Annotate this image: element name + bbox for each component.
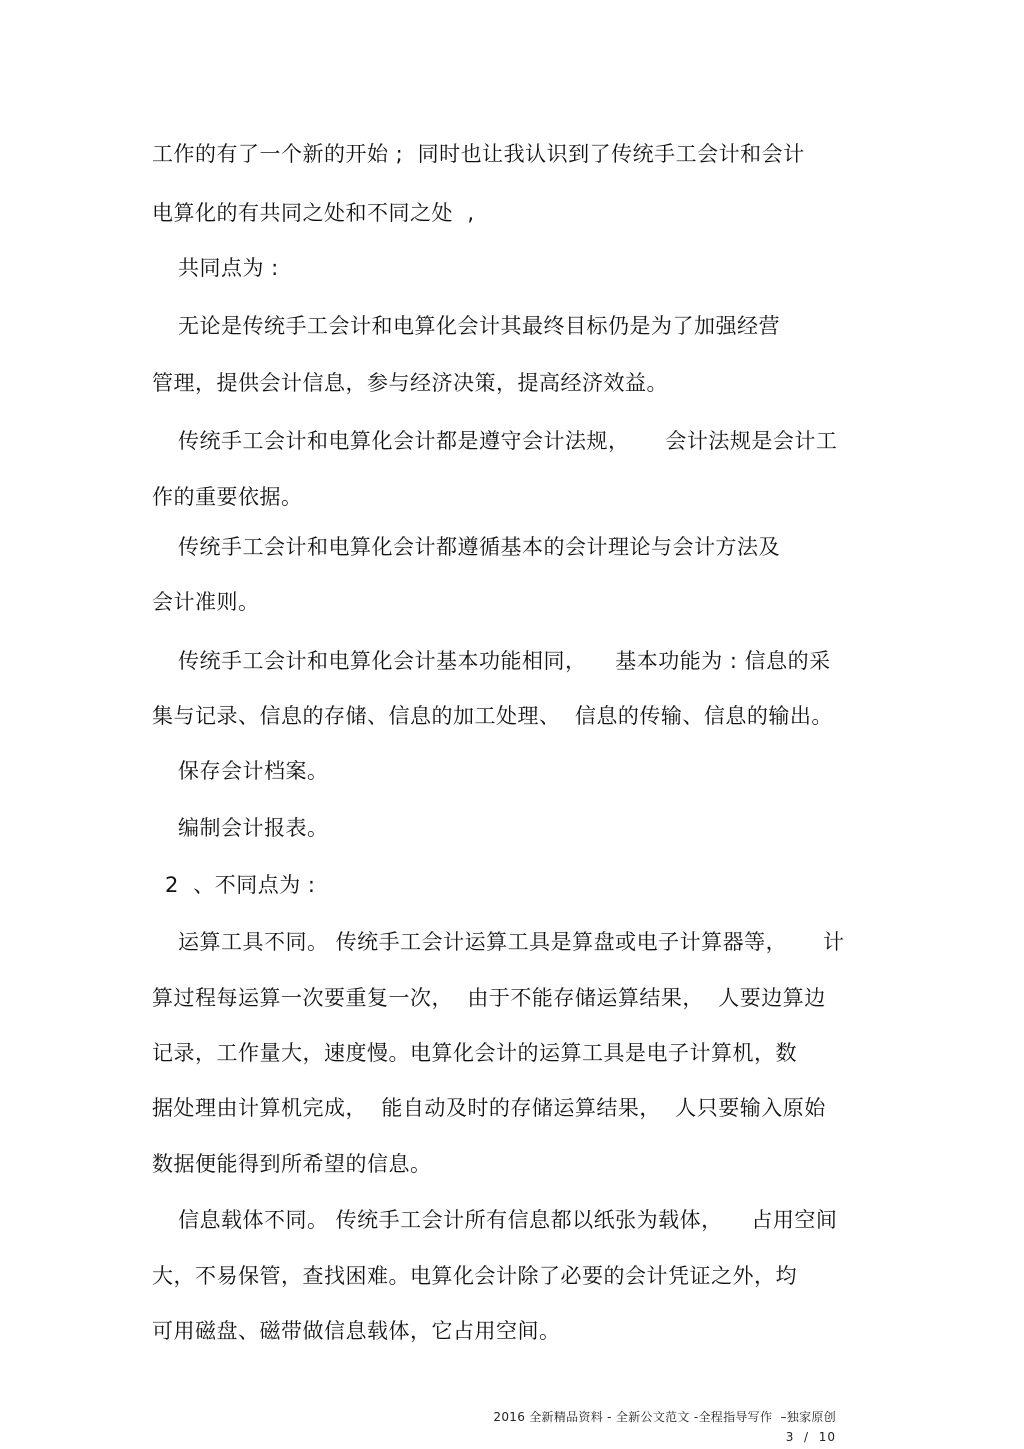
text-line: 作的重要依据。 [152,485,303,509]
text-line: 共同点为 : [178,256,279,280]
text-line: 管理，提供会计信息，参与经济决策，提高经济效益。 [152,371,668,395]
text-line: 无论是传统手工会计和电算化会计其最终目标仍是为了加强经营 [178,314,780,338]
text-line: 传统手工会计和电算化会计都是遵守会计法规， 会计法规是会计工 [178,429,838,453]
text-line: 传统手工会计和电算化会计基本功能相同， 基本功能为 : 信息的采 [178,649,831,673]
section-heading: 2 、不同点为 : [165,873,316,897]
text-line: 可用磁盘、磁带做信息载体，它占用空间。 [152,1319,561,1343]
text-line: 记录，工作量大，速度慢。电算化会计的运算工具是电子计算机，数 [152,1041,797,1065]
text-line: 据处理由计算机完成， 能自动及时的存储运算结果， 人只要输入原始 [152,1096,826,1120]
text-line: 运算工具不同。 传统手工会计运算工具是算盘或电子计算器等， 计 [178,930,845,954]
text-line: 信息载体不同。 传统手工会计所有信息都以纸张为载体， 占用空间 [178,1208,838,1232]
text-line: 大，不易保管，查找困难。电算化会计除了必要的会计凭证之外，均 [152,1264,797,1288]
text-line: 工作的有了一个新的开始 ; 同时也让我认识到了传统手工会计和会计 [152,142,805,166]
text-line: 算过程每运算一次要重复一次， 由于不能存储运算结果， 人要边算边 [152,986,826,1010]
text-line: 编制会计报表。 [178,816,329,840]
text-line: 传统手工会计和电算化会计都遵循基本的会计理论与会计方法及 [178,535,780,559]
text-line: 会计准则。 [152,590,260,614]
text-line: 数据便能得到所希望的信息。 [152,1152,432,1176]
page-number: 3 / 10 [785,1430,836,1444]
text-line: 集与记录、信息的存储、信息的加工处理、 信息的传输、信息的输出。 [152,704,833,728]
text-line: 电算化的有共同之处和不同之处 , [152,201,475,225]
page-footer: 2016 全新精品资料 - 全新公文范文 -全程指导写作 –独家原创 [493,1410,836,1424]
text-line: 保存会计档案。 [178,759,329,783]
